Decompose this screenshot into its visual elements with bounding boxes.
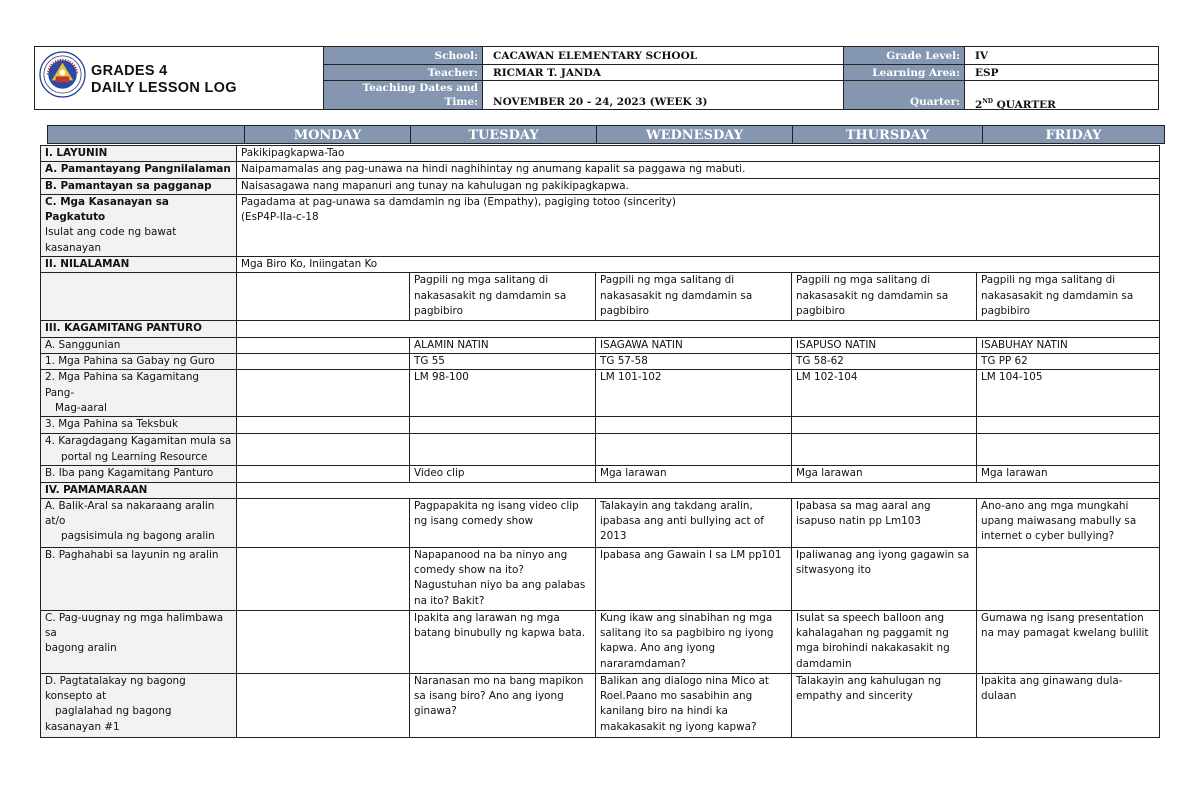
- cell-line: kanilang biro na hindi ka: [600, 705, 728, 718]
- table-row: [41, 673, 1160, 737]
- iba-pang-wednesday: Mga larawan: [596, 466, 792, 482]
- deped-seal-icon: [39, 51, 86, 98]
- paghahabi-tuesday: [410, 547, 596, 610]
- grade-level-label: Grade Level:: [844, 47, 964, 64]
- row-label-paghahabi: B. Paghahabi sa layunin ng aralin: [41, 547, 237, 610]
- nilalaman-sub-line2: nakasasakit ng damdamin sa: [981, 289, 1134, 302]
- kpa-thursday: LM 102-104: [792, 370, 977, 417]
- iba-pang-tuesday: Video clip: [410, 466, 596, 482]
- cell-line: 2013: [600, 530, 627, 543]
- pagtatalakay-tuesday: [410, 673, 596, 737]
- cell-line: kapwa. Ano ang iyong: [600, 642, 716, 655]
- nilalaman-wednesday: [596, 273, 792, 321]
- nilalaman-sub-line1: Pagpili ng mga salitang di: [796, 274, 931, 287]
- pag-uugnay-label-line1: C. Pag-uugnay ng mga halimbawa: [45, 611, 224, 624]
- teaching-dates-label: [324, 81, 482, 109]
- sanggunian-monday: [237, 337, 410, 353]
- learning-area-value: ESP: [964, 65, 1158, 80]
- pagtatalakay-label-line4: kasanayan #1: [45, 720, 120, 733]
- cell-line: comedy show na ito?: [414, 564, 524, 577]
- row-label-karagdagang: [41, 434, 237, 466]
- cell-line: nararamdaman?: [600, 657, 686, 670]
- cell-line: ginawa?: [414, 705, 457, 718]
- day-header-row: [47, 125, 1165, 144]
- teksbuk-thursday: [792, 417, 977, 434]
- kasanayan-label-line2: Isulat ang code ng bawat: [45, 226, 177, 239]
- kpa-monday: [237, 370, 410, 417]
- nilalaman-sub-line1: Pagpili ng mga salitang di: [981, 274, 1116, 287]
- kpa-label-line1: 2. Mga Pahina sa Kagamitang: [45, 371, 200, 384]
- table-row: [41, 194, 1160, 256]
- school-value: CACAWAN ELEMENTARY SCHOOL: [482, 47, 844, 64]
- quarter-value: [964, 81, 1158, 109]
- table-row: [41, 146, 1160, 162]
- header-row-teacher: [324, 65, 1158, 81]
- cell-line: kahalagahan ng paggamit ng: [796, 627, 949, 640]
- row-label-pamamaraan: IV. PAMAMARAAN: [41, 482, 237, 498]
- row-label-pag-uugnay: [41, 610, 237, 673]
- cell-line: Nagustuhan niyo ba ang palabas: [414, 579, 586, 592]
- karagdagang-wednesday: [596, 434, 792, 466]
- pag-uugnay-thursday: [792, 610, 977, 673]
- sanggunian-friday: ISABUHAY NATIN: [977, 337, 1160, 353]
- row-label-layunin: I. LAYUNIN: [41, 146, 237, 162]
- table-row: [41, 178, 1160, 194]
- quarter-number: 2: [975, 99, 983, 111]
- table-row: [41, 162, 1160, 178]
- cell-line: Ipabasa sa mag aaral ang: [796, 499, 931, 512]
- table-row: [41, 417, 1160, 434]
- paghahabi-friday: [977, 547, 1160, 610]
- row-label-pamantayan-pagganap: B. Pamantayan sa pagganap: [41, 178, 237, 194]
- sanggunian-tuesday: ALAMIN NATIN: [410, 337, 596, 353]
- pagtatalakay-label-line3: paglalahad ng bagong: [55, 705, 172, 718]
- cell-line: mga birohindi nakakasakit ng: [796, 642, 950, 655]
- cell-line: damdamin: [796, 657, 852, 670]
- row-label-kasanayan: [41, 194, 237, 256]
- cell-line: Ipakita ang ginawang dula-: [981, 674, 1123, 687]
- cell-line: Napapanood na ba ninyo ang: [414, 548, 568, 561]
- title-line-grades: GRADES 4: [91, 63, 168, 79]
- pag-uugnay-label-line3: bagong aralin: [45, 642, 117, 655]
- cell-line: na may pamagat kwelang bulilit: [981, 627, 1149, 640]
- cell-line: empathy and sincerity: [796, 690, 913, 703]
- teacher-value: RICMAR T. JANDA: [482, 65, 844, 80]
- nilalaman-sub-line3: pagbibiro: [981, 304, 1030, 317]
- nilalaman-sub-line1: Pagpili ng mga salitang di: [414, 274, 549, 287]
- balik-aral-wednesday: [596, 498, 792, 547]
- balik-aral-monday: [237, 498, 410, 547]
- gabay-wednesday: TG 57-58: [596, 353, 792, 369]
- balik-aral-tuesday: [410, 498, 596, 547]
- kpa-wednesday: LM 101-102: [596, 370, 792, 417]
- page-title: [91, 63, 237, 97]
- pagtatalakay-label-line1: D. Pagtatalakay ng bagong: [45, 674, 186, 687]
- cell-line: Roel.Paano mo sasabihin ang: [600, 690, 753, 703]
- row-label-gabay: 1. Mga Pahina sa Gabay ng Guro: [41, 353, 237, 369]
- cell-line: Talakayin ang takdang aralin,: [600, 499, 753, 512]
- row-label-teksbuk: 3. Mga Pahina sa Teksbuk: [41, 417, 237, 434]
- nilalaman-sub-line3: pagbibiro: [600, 304, 649, 317]
- table-row: [41, 498, 1160, 547]
- day-thursday: THURSDAY: [792, 126, 982, 143]
- quarter-label: Quarter:: [844, 81, 964, 109]
- teksbuk-wednesday: [596, 417, 792, 434]
- school-label: School:: [324, 47, 482, 64]
- header-row-school: [324, 47, 1158, 65]
- karagdagang-label-line2: portal ng Learning Resource: [61, 450, 208, 463]
- nilalaman-friday: [977, 273, 1160, 321]
- kpa-tuesday: LM 98-100: [410, 370, 596, 417]
- pagtatalakay-friday: [977, 673, 1160, 737]
- iba-pang-monday: [237, 466, 410, 482]
- cell-line: Balikan ang dialogo nina Mico at: [600, 674, 769, 687]
- cell-line: Ano-ano ang mga mungkahi: [981, 499, 1129, 512]
- cell-line: sa isang biro? Ano ang iyong: [414, 690, 564, 703]
- gabay-tuesday: TG 55: [410, 353, 596, 369]
- table-row: [41, 370, 1160, 417]
- teksbuk-monday: [237, 417, 410, 434]
- paghahabi-thursday: [792, 547, 977, 610]
- cell-line: Ipakita ang larawan ng mga: [414, 611, 560, 624]
- balik-aral-friday: [977, 498, 1160, 547]
- lesson-log-table: [40, 145, 1160, 738]
- nilalaman-thursday: [792, 273, 977, 321]
- balik-aral-label-line3: pagsisimula ng bagong aralin: [61, 530, 215, 543]
- cell-line: Ipaliwanag ang iyong gagawin sa: [796, 548, 970, 561]
- pagtatalakay-wednesday: [596, 673, 792, 737]
- pamantayan-pagganap-value: Naisasagawa nang mapanuri ang tunay na kahulugan ng pakikipagkapwa.: [237, 178, 1160, 194]
- kpa-label-line3: Mag-aaral: [55, 401, 107, 414]
- cell-line: ng isang comedy show: [414, 515, 534, 528]
- row-label-pagtatalakay: [41, 673, 237, 737]
- pamamaraan-value: [237, 482, 1160, 498]
- cell-line: Ipabasa ang Gawain I sa LM pp101: [600, 548, 782, 561]
- nilalaman-blank-label: [41, 273, 237, 321]
- table-row: [41, 257, 1160, 273]
- nilalaman-sub-line2: nakasasakit ng damdamin sa: [414, 289, 567, 302]
- teacher-label: Teacher:: [324, 65, 482, 80]
- kagamitan-value: [237, 321, 1160, 337]
- kasanayan-label-line1: C. Mga Kasanayan sa Pagkatuto: [45, 195, 169, 224]
- paghahabi-monday: [237, 547, 410, 610]
- teaching-dates-value: NOVEMBER 20 - 24, 2023 (WEEK 3): [482, 81, 844, 109]
- table-row: [41, 434, 1160, 466]
- paghahabi-wednesday: [596, 547, 792, 610]
- cell-line: ipabasa ang anti bullying act of: [600, 515, 764, 528]
- pamantayang-pangnilalaman-value: Naipamamalas ang pag-unawa na hindi naghihintay ng anumang kapalit sa paggawa ng mabuti.: [237, 162, 1160, 178]
- balik-aral-thursday: [792, 498, 977, 547]
- kasanayan-value: [237, 194, 1160, 256]
- cell-line: dulaan: [981, 690, 1017, 703]
- balik-aral-label-line1: A. Balik-Aral sa nakaraang aralin: [45, 499, 215, 512]
- row-label-iba-pang: B. Iba pang Kagamitang Panturo: [41, 466, 237, 482]
- pag-uugnay-label-line2: sa: [45, 627, 57, 640]
- cell-line: Pagpapakita ng isang video clip: [414, 499, 579, 512]
- gabay-thursday: TG 58-62: [792, 353, 977, 369]
- cell-line: internet o cyber bullying?: [981, 530, 1115, 543]
- day-wednesday: WEDNESDAY: [596, 126, 792, 143]
- pagtatalakay-label-line2: konsepto at: [45, 690, 107, 703]
- table-row: [41, 466, 1160, 482]
- pagtatalakay-thursday: [792, 673, 977, 737]
- nilalaman-sub-line1: Pagpili ng mga salitang di: [600, 274, 735, 287]
- row-label-nilalaman: II. NILALAMAN: [41, 257, 237, 273]
- row-label-balik-aral: [41, 498, 237, 547]
- balik-aral-label-line2: at/o: [45, 515, 66, 528]
- table-row: [41, 337, 1160, 353]
- table-row: [41, 273, 1160, 321]
- pagtatalakay-monday: [237, 673, 410, 737]
- karagdagang-thursday: [792, 434, 977, 466]
- cell-line: upang maiwasang mabully sa: [981, 515, 1137, 528]
- nilalaman-tuesday: [410, 273, 596, 321]
- nilalaman-sub-line2: nakasasakit ng damdamin sa: [600, 289, 753, 302]
- pag-uugnay-wednesday: [596, 610, 792, 673]
- nilalaman-sub-line3: pagbibiro: [796, 304, 845, 317]
- cell-line: na ito? Bakit?: [414, 594, 485, 607]
- cell-line: isapuso natin pp Lm103: [796, 515, 921, 528]
- quarter-suffix: ND: [982, 98, 993, 105]
- day-friday: FRIDAY: [982, 126, 1164, 143]
- nilalaman-value: Mga Biro Ko, Iniingatan Ko: [237, 257, 1160, 273]
- row-label-kagamitang-pang-aaral: [41, 370, 237, 417]
- cell-line: batang binubully ng kapwa bata.: [414, 627, 586, 640]
- cell-line: Kung ikaw ang sinabihan ng mga: [600, 611, 773, 624]
- title-line-dll: DAILY LESSON LOG: [91, 80, 237, 96]
- table-row: [41, 482, 1160, 498]
- cell-line: Talakayin ang kahulugan ng: [796, 674, 942, 687]
- teksbuk-tuesday: [410, 417, 596, 434]
- kpa-label-line2: Pang-: [45, 386, 75, 399]
- cell-line: Isulat sa speech balloon ang: [796, 611, 945, 624]
- kpa-friday: LM 104-105: [977, 370, 1160, 417]
- karagdagang-tuesday: [410, 434, 596, 466]
- pag-uugnay-friday: [977, 610, 1160, 673]
- kasanayan-label-line3: kasanayan: [45, 241, 102, 254]
- iba-pang-thursday: Mga larawan: [792, 466, 977, 482]
- karagdagang-friday: [977, 434, 1160, 466]
- quarter-word: QUARTER: [993, 99, 1056, 111]
- cell-line: salitang ito sa pagbibiro ng iyong: [600, 627, 774, 640]
- teaching-dates-label-line1: Teaching Dates and: [362, 82, 478, 94]
- table-row: [41, 321, 1160, 337]
- cell-line: Gumawa ng isang presentation: [981, 611, 1144, 624]
- cell-line: Naranasan mo na bang mapikon: [414, 674, 584, 687]
- gabay-monday: [237, 353, 410, 369]
- cell-line: makakasakit ng iyong kapwa?: [600, 720, 757, 733]
- table-row: [41, 610, 1160, 673]
- nilalaman-monday: [237, 273, 410, 321]
- sanggunian-wednesday: ISAGAWA NATIN: [596, 337, 792, 353]
- row-label-sanggunian: A. Sanggunian: [41, 337, 237, 353]
- header-row-dates: [324, 81, 1158, 109]
- kasanayan-value-line1: Pagadama at pag-unawa sa damdamin ng iba (Empathy), pagiging totoo (sincerity): [241, 195, 676, 208]
- row-label-pamantayang-pangnilalaman: A. Pamantayang Pangnilalaman: [41, 162, 237, 178]
- pag-uugnay-tuesday: [410, 610, 596, 673]
- kasanayan-value-line2: (EsP4P-IIa-c-18: [241, 211, 319, 224]
- karagdagang-label-line1: 4. Karagdagang Kagamitan mula sa: [45, 435, 232, 448]
- layunin-value: Pakikipagkapwa-Tao: [237, 146, 1160, 162]
- row-label-kagamitan: III. KAGAMITANG PANTURO: [41, 321, 237, 337]
- table-row: [41, 353, 1160, 369]
- header-info-grid: [324, 47, 1158, 109]
- sanggunian-thursday: ISAPUSO NATIN: [792, 337, 977, 353]
- iba-pang-friday: Mga larawan: [977, 466, 1160, 482]
- day-tuesday: TUESDAY: [410, 126, 596, 143]
- header-title-block: [35, 47, 324, 109]
- nilalaman-sub-line3: pagbibiro: [414, 304, 463, 317]
- karagdagang-monday: [237, 434, 410, 466]
- pag-uugnay-monday: [237, 610, 410, 673]
- gabay-friday: TG PP 62: [977, 353, 1160, 369]
- teaching-dates-label-line2: Time:: [444, 96, 478, 108]
- nilalaman-sub-line2: nakasasakit ng damdamin sa: [796, 289, 949, 302]
- teksbuk-friday: [977, 417, 1160, 434]
- learning-area-label: Learning Area:: [844, 65, 964, 80]
- cell-line: sitwasyong ito: [796, 564, 871, 577]
- lesson-log-header: [34, 46, 1159, 110]
- table-row: [41, 547, 1160, 610]
- grade-level-value: IV: [964, 47, 1158, 64]
- day-monday: MONDAY: [244, 126, 410, 143]
